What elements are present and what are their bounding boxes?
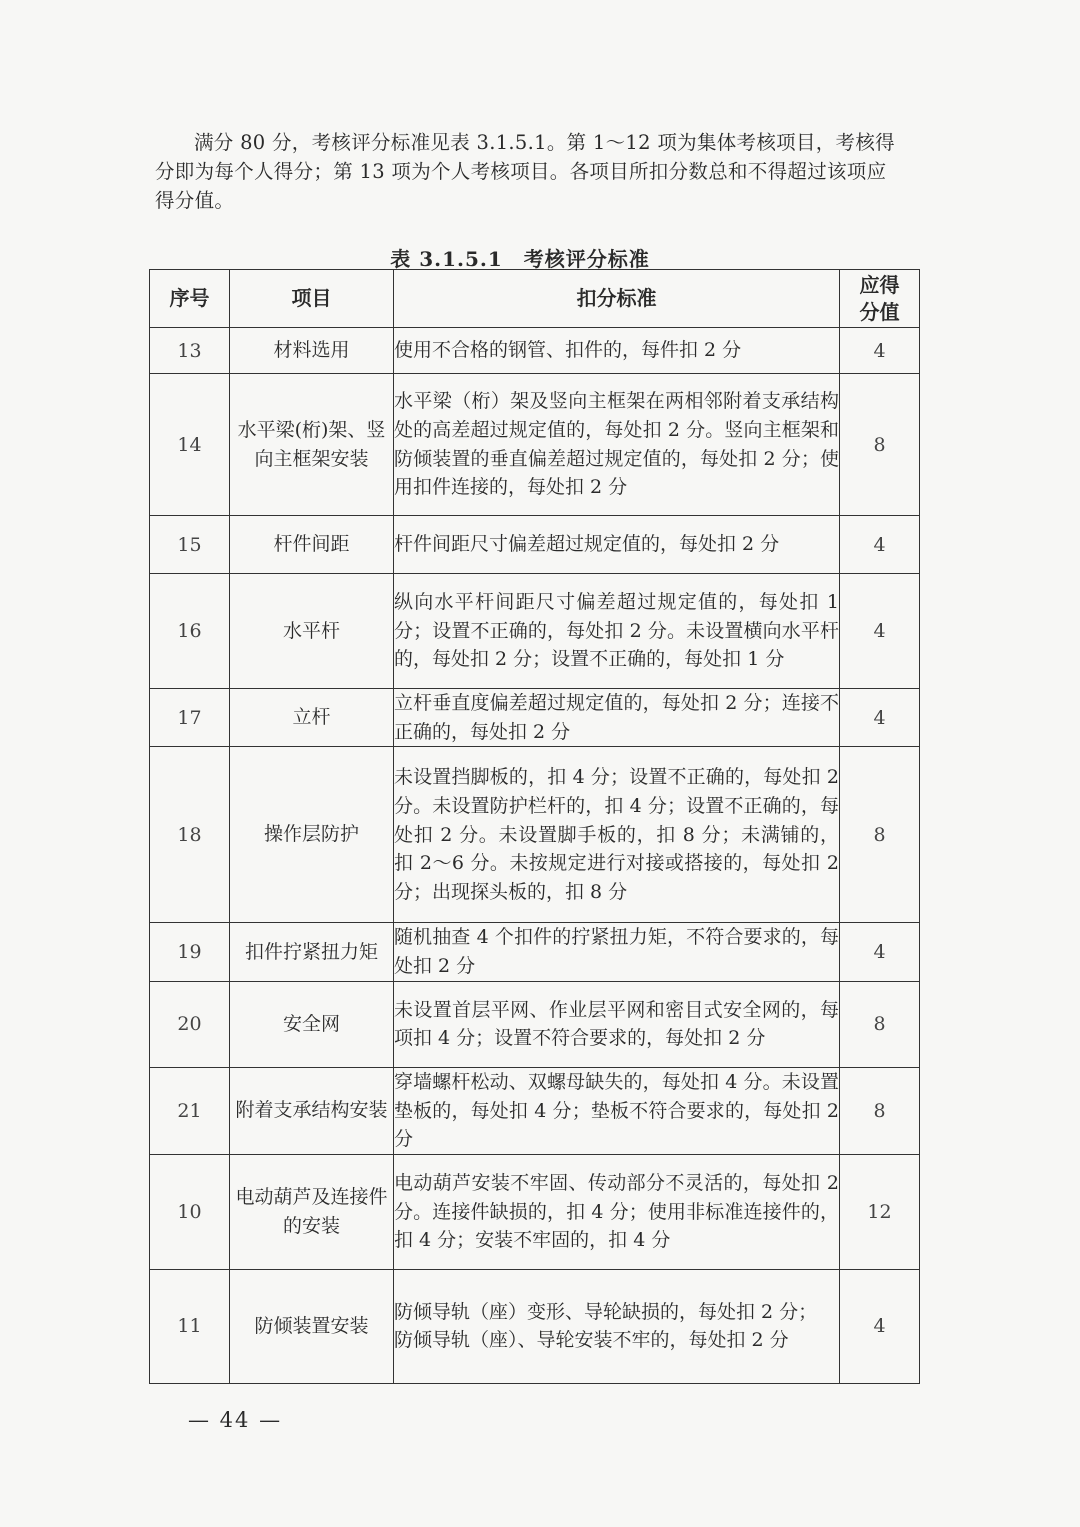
row-no: 18 xyxy=(150,747,230,923)
row-item: 材料选用 xyxy=(230,328,394,374)
row-score: 8 xyxy=(840,374,920,516)
row-score: 4 xyxy=(840,923,920,981)
row-item: 操作层防护 xyxy=(230,747,394,923)
row-item: 水平梁(桁)架、竖向主框架安装 xyxy=(230,374,394,516)
row-rule: 水平梁（桁）架及竖向主框架在两相邻附着支承结构处的高差超过规定值的，每处扣 2 分。竖向主框架和防倾装置的垂直偏差超过规定值的，每处扣 2 分；使用扣件连接的，每处扣 2 分 xyxy=(394,374,840,516)
table-row xyxy=(150,1154,920,1269)
row-rule: 使用不合格的钢管、扣件的，每件扣 2 分 xyxy=(394,328,840,374)
row-item: 防倾装置安装 xyxy=(230,1269,394,1383)
table-row xyxy=(150,1269,920,1383)
row-no: 15 xyxy=(150,516,230,574)
row-no: 11 xyxy=(150,1269,230,1383)
row-rule: 未设置挡脚板的，扣 4 分；设置不正确的，每处扣 2 分。未设置防护栏杆的，扣 4 分；设置不正确的，每处扣 2 分。未设置脚手板的，扣 8 分；未满铺的，扣 2～6 分。未按规定进行对接或搭接的，每处扣 2 分；出现探头板的，扣 8 分 xyxy=(394,747,840,923)
row-no: 14 xyxy=(150,374,230,516)
row-rule: 随机抽查 4 个扣件的拧紧扭力矩，不符合要求的，每处扣 2 分 xyxy=(394,923,840,981)
row-rule: 未设置首层平网、作业层平网和密目式安全网的，每项扣 4 分；设置不符合要求的，每处扣 2 分 xyxy=(394,981,840,1067)
row-no: 17 xyxy=(150,689,230,747)
row-item: 扣件拧紧扭力矩 xyxy=(230,923,394,981)
row-rule: 立杆垂直度偏差超过规定值的，每处扣 2 分；连接不正确的，每处扣 2 分 xyxy=(394,689,840,747)
row-item: 立杆 xyxy=(230,689,394,747)
table-title: 表 3.1.5.1 考核评分标准 xyxy=(390,247,650,271)
table-row xyxy=(150,328,920,374)
row-rule: 穿墙螺杆松动、双螺母缺失的，每处扣 4 分。未设置垫板的，每处扣 4 分；垫板不符合要求的，每处扣 2 分 xyxy=(394,1067,840,1154)
row-no: 21 xyxy=(150,1067,230,1154)
header-no: 序号 xyxy=(150,270,230,328)
intro-text: 满分 80 分，考核评分标准见表 3.1.5.1。第 1～12 项为集体考核项目，考核得分即为每个人得分；第 13 项为个人考核项目。各项目所扣分数总和不得超过该项应得分值。 xyxy=(155,131,895,212)
row-rule: 电动葫芦安装不牢固、传动部分不灵活的，每处扣 2 分。连接件缺损的，扣 4 分；使用非标准连接件的，扣 4 分；安装不牢固的，扣 4 分 xyxy=(394,1154,840,1269)
row-no: 13 xyxy=(150,328,230,374)
table-row xyxy=(150,689,920,747)
intro-paragraph xyxy=(155,128,895,215)
header-item: 项目 xyxy=(230,270,394,328)
scoring-table xyxy=(149,269,920,1384)
row-rule-line-extra: 防倾导轨（座）、导轮安装不牢的，每处扣 2 分 xyxy=(394,1329,789,1352)
row-no: 19 xyxy=(150,923,230,981)
row-score: 4 xyxy=(840,689,920,747)
row-rule: 纵向水平杆间距尺寸偏差超过规定值的，每处扣 1 分；设置不正确的，每处扣 2 分。未设置横向水平杆的，每处扣 2 分；设置不正确的，每处扣 1 分 xyxy=(394,574,840,689)
row-no: 10 xyxy=(150,1154,230,1269)
row-rule-line: 防倾导轨（座）变形、导轮缺损的，每处扣 2 分； xyxy=(394,1300,818,1323)
row-item: 附着支承结构安装 xyxy=(230,1067,394,1154)
row-item: 安全网 xyxy=(230,981,394,1067)
table-header-row xyxy=(150,270,920,328)
page-number: — 44 — xyxy=(188,1408,283,1432)
row-score: 8 xyxy=(840,747,920,923)
row-score: 8 xyxy=(840,981,920,1067)
row-rule: 杆件间距尺寸偏差超过规定值的，每处扣 2 分 xyxy=(394,516,840,574)
table-row xyxy=(150,374,920,516)
row-score: 4 xyxy=(840,574,920,689)
table-row xyxy=(150,923,920,981)
row-item: 杆件间距 xyxy=(230,516,394,574)
header-score xyxy=(840,270,920,328)
row-no: 16 xyxy=(150,574,230,689)
row-score: 4 xyxy=(840,328,920,374)
row-score: 12 xyxy=(840,1154,920,1269)
header-rule: 扣分标准 xyxy=(394,270,840,328)
row-score: 4 xyxy=(840,516,920,574)
row-item: 水平杆 xyxy=(230,574,394,689)
header-score-text: 应得分值 xyxy=(859,272,900,324)
row-score: 8 xyxy=(840,1067,920,1154)
row-no: 20 xyxy=(150,981,230,1067)
table-row xyxy=(150,574,920,689)
table-row xyxy=(150,747,920,923)
row-score: 4 xyxy=(840,1269,920,1383)
row-rule xyxy=(394,1269,840,1383)
table-row xyxy=(150,981,920,1067)
table-row xyxy=(150,1067,920,1154)
row-item: 电动葫芦及连接件的安装 xyxy=(230,1154,394,1269)
table-row xyxy=(150,516,920,574)
